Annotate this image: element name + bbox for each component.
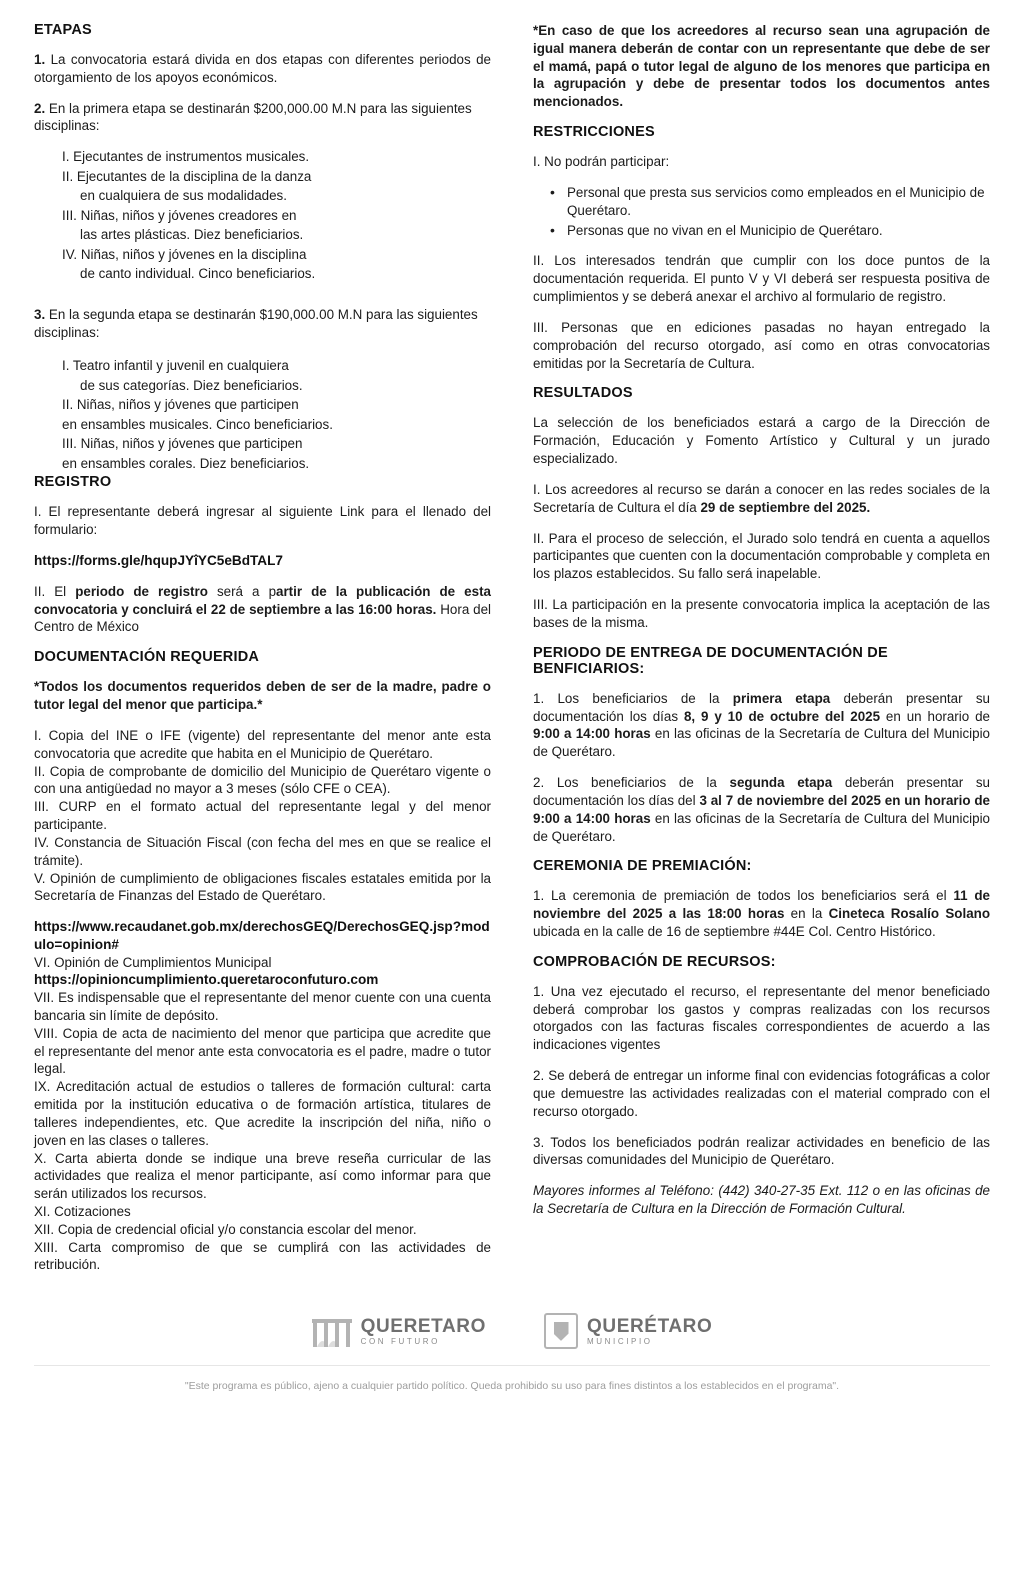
informes-paragraph: Mayores informes al Teléfono: (442) 340-27-35 Ext. 112 o en las oficinas de la Secretaría de Cultura en la Dirección de Formación Cultural. — [533, 1183, 990, 1217]
list-item: I. Teatro infantil y juvenil en cualquiera — [62, 358, 289, 374]
list-item: XIII. Carta compromiso de que se cumplirá con las actividades de retribución. — [34, 1239, 491, 1273]
left-column — [34, 22, 491, 1287]
right-column — [533, 22, 990, 1231]
list-item: I. Copia del INE o IFE (vigente) del representante del menor ante esta convocatoria que acredite que habita en el Municipio de Querétaro. — [34, 727, 491, 761]
ceremonia-e: ubicada en la calle de 16 de septiembre #44E Col. Centro Histórico. — [533, 923, 936, 939]
registro-p2-e: Hora del Centro de México — [34, 601, 491, 635]
documentacion-item-6: VI. Opinión de Cumplimientos Municipal — [34, 954, 272, 970]
shield-icon — [544, 1313, 578, 1349]
heading-periodo-entrega: PERIODO DE ENTREGA DE DOCUMENTACIÓN DE BENFICIARIOS: — [533, 644, 888, 677]
resultados-paragraph-4: III. La participación en la presente convocatoria implica la aceptación de las bases de la misma. — [533, 597, 990, 630]
list-item: II. Copia de comprobante de domicilio del Municipio de Querétaro vigente o con una antigüedad no mayor a 3 meses (sólo CFE o CEA). — [34, 763, 491, 797]
registro-p2-c: será a p — [207, 583, 277, 599]
heading-registro: REGISTRO — [34, 474, 112, 491]
periodo-p1-f: 9:00 a 14:00 horas — [533, 726, 651, 742]
resultados-paragraph-2 — [533, 481, 990, 517]
etapas-p2-number: 2. — [34, 100, 46, 116]
restricciones-paragraph-3: III. Personas que en ediciones pasadas no hayan entregado la comprobación del recurso otorgado, así como en otras convocatorias emitidas por la Secretaría de Cultura. — [533, 319, 990, 371]
list-item: II. Ejecutantes de la disciplina de la danza — [62, 168, 312, 184]
ceremonia-a: 1. La ceremonia de premiación de todos los beneficiarios será el — [533, 888, 954, 904]
periodo-p1-b: primera etapa — [732, 690, 831, 706]
periodo-p2-d: 3 al 7 de noviembre del 2025 en un horario de 9:00 a 14:00 horas — [533, 792, 990, 826]
list-item: IX. Acreditación actual de estudios o talleres de formación cultural: carta emitida por la institución educativa o de formación artística, titulares de talleres independientes, etc. Que acredite la inscripción del niña, niño o joven en las clases o talleres. — [34, 1079, 491, 1148]
periodo-p1-g: en las oficinas de la Secretaría de Cultura del Municipio de Querétaro. — [533, 726, 990, 760]
opinion-cumplimiento-link[interactable]: https://opinioncumplimiento.queretaroconfuturo.com — [34, 972, 379, 988]
etapas-p3-number: 3. — [34, 306, 46, 322]
ceremonia-fecha: 11 de noviembre del 2025 a las 18:00 horas — [533, 888, 990, 922]
periodo-p2-a: 2. Los beneficiarios de la — [533, 775, 730, 791]
ceremonia-lugar: Cineteca Rosalío Solano — [828, 906, 990, 922]
logo-queretaro-municipio — [544, 1313, 712, 1349]
periodo-p1-c: deberán presentar su documentación los días — [533, 690, 990, 724]
resultados-paragraph-3: II. Para el proceso de selección, el Jurado solo tendrá en cuenta a aquellos participantes que cuenten con la documentación comprobable y completa en los plazos establecidos. Su fallo será inapelable. — [533, 530, 990, 582]
list-item: IV. Constancia de Situación Fiscal (con fecha del mes en que se realice el trámite). — [34, 834, 491, 868]
recaudanet-link[interactable]: https://www.recaudanet.gob.mx/derechosGEQ/DerechosGEQ.jsp?modulo=opinion# — [34, 919, 490, 952]
list-item: en ensambles musicales. Cinco beneficiarios. — [62, 416, 333, 432]
list-item: III. Niñas, niños y jóvenes que participen — [62, 436, 303, 452]
agrupacion-note: *En caso de que los acreedores al recurso sean una agrupación de igual manera deberán de contar con un representante que debe de ser el mamá, papá o tutor legal de alguno de los menores que participa en la agrupación y debe de presentar todos los documentos antes mencionados. — [533, 23, 990, 110]
list-item: XI. Cotizaciones — [34, 1204, 131, 1219]
heading-documentacion: DOCUMENTACIÓN REQUERIDA — [34, 649, 260, 666]
shield-glyph — [554, 1322, 569, 1341]
periodo-p1-d: 8, 9 y 10 de octubre del 2025 — [683, 708, 881, 724]
list-item: XII. Copia de credencial oficial y/o constancia escolar del menor. — [34, 1221, 417, 1237]
heading-resultados: RESULTADOS — [533, 385, 633, 402]
logo-subtitle-2: MUNICIPIO — [587, 1336, 653, 1346]
documentacion-items-part1 — [34, 727, 491, 905]
etapas-p1-text: La convocatoria estará divida en dos etapas con diferentes periodos de otorgamiento de los apoyos económicos. — [34, 52, 491, 85]
registro-p2-b: periodo de registro — [75, 583, 208, 599]
restricciones-paragraph-2: II. Los interesados tendrán que cumplir con los doce puntos de la documentación requerida. El punto V y VI deberá ser respuesta positiva de cumplimientos y se deberá anexar el archivo al formulario de registro. — [533, 253, 990, 305]
list-item: en ensambles corales. Diez beneficiarios. — [62, 455, 310, 471]
logo-title-2: QUERÉTARO — [587, 1315, 713, 1337]
logo-title: QUERETARO — [360, 1315, 486, 1337]
periodo-paragraph-1 — [533, 690, 990, 761]
etapas-list-1 — [62, 148, 491, 284]
heading-etapas: ETAPAS — [34, 22, 92, 38]
etapas-paragraph-3 — [34, 306, 491, 342]
list-item: III. CURP en el formato actual del representante legal y del menor participante. — [34, 799, 491, 833]
comprobacion-paragraph-1: 1. Una vez ejecutado el recurso, el representante del menor beneficiado deberá comprobar los gastos y compras realizadas con los recursos otorgados con las facturas fiscales correspondientes de acuerdo a las indicaciones vigentes — [533, 983, 990, 1053]
list-item: de canto individual. Cinco beneficiarios. — [80, 266, 316, 282]
resultados-paragraph-1: La selección de los beneficiados estará a cargo de la Dirección de Formación, Educación y Fomento Artístico y Cultural y un jurado especializado. — [533, 415, 990, 467]
heading-ceremonia: CEREMONIA DE PREMIACIÓN: — [533, 858, 752, 875]
list-item: III. Niñas, niños y jóvenes creadores en — [62, 207, 297, 223]
documentacion-note: *Todos los documentos requeridos deben de ser de la madre, padre o tutor legal del menor que participa.* — [34, 679, 491, 713]
registro-form-link[interactable]: https://forms.gle/hqupJYîYC5eBdTAL7 — [34, 553, 283, 569]
etapas-list-2 — [62, 357, 491, 473]
two-column-layout — [34, 22, 990, 1287]
aqueduct-icon — [312, 1317, 352, 1347]
periodo-p2-c: deberán presentar su documentación los días del — [533, 775, 991, 808]
heading-restricciones: RESTRICCIONES — [533, 124, 655, 141]
registro-paragraph-2 — [34, 583, 491, 636]
registro-paragraph-1: I. El representante deberá ingresar al siguiente Link para el llenado del formulario: — [34, 504, 491, 538]
list-item: II. Niñas, niños y jóvenes que participen — [62, 397, 299, 413]
list-item: X. Carta abierta donde se indique una breve reseña curricular de las actividades que realiza el menor participante, así como informar para que serán utilizados los recursos. — [34, 1150, 491, 1202]
etapas-paragraph-2 — [34, 100, 491, 136]
periodo-p1-a: 1. Los beneficiarios de la — [533, 690, 733, 706]
arches-icon — [312, 1313, 352, 1349]
ceremonia-c: en la — [784, 906, 829, 922]
periodo-p2-e: en las oficinas de la Secretaría de Cultura del Municipio de Querétaro. — [533, 810, 990, 844]
etapas-p1-number: 1. — [34, 52, 46, 67]
list-item: IV. Niñas, niños y jóvenes en la disciplina — [62, 246, 307, 262]
footer-logos — [34, 1313, 990, 1359]
logo-text-block-2 — [587, 1317, 712, 1346]
list-item: • Personal que presta sus servicios como empleados en el Municipio de Querétaro. — [567, 184, 990, 220]
heading-comprobacion: COMPROBACIÓN DE RECURSOS: — [533, 953, 776, 970]
etapas-p2-text: En la primera etapa se destinarán $200,000.00 M.N para las siguientes disciplinas: — [34, 100, 472, 134]
documentacion-items-part2 — [34, 989, 491, 1274]
etapas-p3-text: En la segunda etapa se destinarán $190,000.00 M.N para las siguientes disciplinas: — [34, 306, 478, 340]
registro-p2-d: artir de la publicación de esta convocatoria y concluirá el 22 de septiembre a las 16:00 horas. — [34, 583, 491, 617]
etapas-paragraph-1 — [34, 51, 491, 87]
ceremonia-paragraph-1 — [533, 887, 990, 940]
resultados-p2-a: I. Los acreedores al recurso se darán a conocer en las redes sociales de la Secretaría de Cultura el día — [533, 481, 990, 515]
list-item: de sus categorías. Diez beneficiarios. — [80, 377, 303, 393]
registro-p2-a: II. El — [34, 583, 76, 599]
comprobacion-paragraph-3: 3. Todos los beneficiados podrán realizar actividades en beneficio de las diversas comunidades del Municipio de Querétaro. — [533, 1134, 990, 1168]
list-item: las artes plásticas. Diez beneficiarios. — [80, 227, 304, 243]
comprobacion-paragraph-2: 2. Se deberá de entregar un informe final con evidencias fotográficas a color que demuestre las actividades realizadas con el material comprado con el recurso otorgado. — [533, 1068, 990, 1119]
list-item: • Personas que no vivan en el Municipio de Querétaro. — [567, 222, 990, 240]
periodo-p2-b: segunda etapa — [729, 775, 833, 791]
list-item: I. Ejecutantes de instrumentos musicales. — [62, 149, 310, 165]
list-item: en cualquiera de sus modalidades. — [80, 188, 287, 204]
logo-queretaro-con-futuro — [312, 1313, 486, 1349]
list-item: VII. Es indispensable que el representante del menor cuente con una cuenta bancaria sin límite de depósito. — [34, 990, 491, 1023]
list-item: VIII. Copia de acta de nacimiento del menor que participa que acredite que el representante del menor ante esta convocatoria es el padre, madre o tutor legal. — [34, 1025, 491, 1077]
list-item: V. Opinión de cumplimiento de obligaciones fiscales estatales emitida por la Secretaría de Finanzas del Estado de Querétaro. — [34, 870, 491, 904]
restricciones-intro: I. No podrán participar: — [533, 154, 670, 170]
logo-subtitle: CON FUTURO — [360, 1336, 440, 1346]
periodo-p1-e: en un horario de — [880, 708, 990, 724]
legal-disclaimer: "Este programa es público, ajeno a cualquier partido político. Queda prohibido su uso para fines distintos a los establecidos en el programa". — [34, 1365, 990, 1408]
periodo-paragraph-2 — [533, 774, 990, 845]
resultados-fecha: 29 de septiembre del 2025. — [700, 499, 871, 515]
restricciones-bullet-list — [533, 184, 990, 239]
logo-text-block — [361, 1317, 486, 1346]
